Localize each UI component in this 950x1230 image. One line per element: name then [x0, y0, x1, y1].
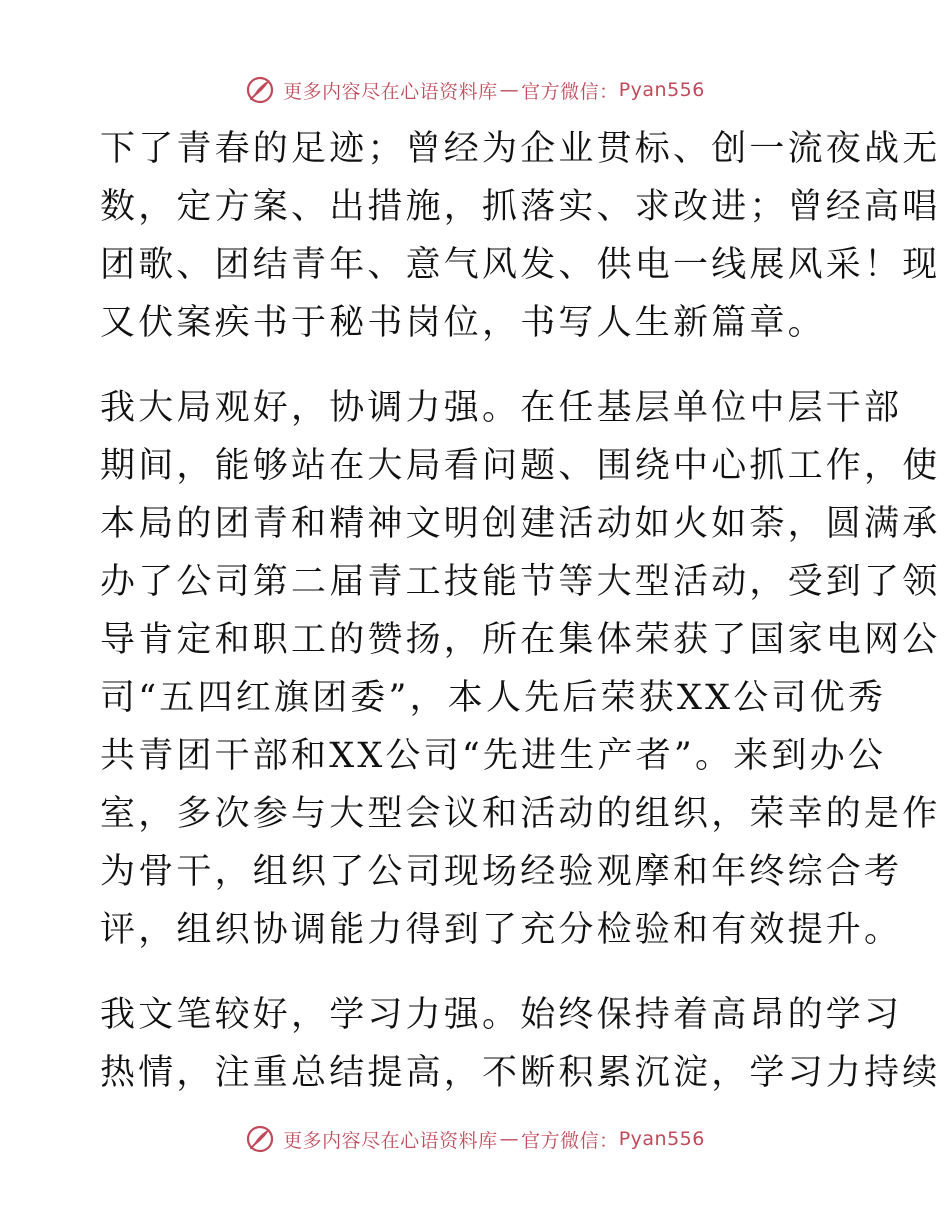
watermark-text: 更多内容尽在心语资料库	[283, 1129, 498, 1152]
paragraph-1	[100, 120, 941, 352]
text-line: 为骨干，组织了公司现场经验观摩和年终综合考	[100, 852, 903, 892]
text-line: 下了青春的足迹；曾经为企业贯标、创一流夜战无	[100, 129, 941, 169]
paragraph-2	[100, 379, 941, 959]
text-line: 数，定方案、出措施，抓落实、求改进；曾经高唱	[100, 187, 941, 227]
text-line: 评，组织协调能力得到了充分检验和有效提升。	[100, 910, 903, 950]
watermark-wechat-id: Pyan556	[618, 1128, 705, 1150]
text-line: 室，多次参与大型会议和活动的组织，荣幸的是作	[100, 794, 941, 834]
watermark-text: 更多内容尽在心语资料库	[283, 80, 498, 103]
text-line: 我大局观好，协调力强。在任基层单位中层干部	[100, 388, 903, 428]
watermark-wechat-id: Pyan556	[618, 79, 705, 101]
text-line: 共青团干部和XX公司“先进生产者”。来到办公	[100, 736, 887, 776]
text-line: 我文笔较好，学习力强。始终保持着高昂的学习	[100, 995, 903, 1035]
watermark-wechat-label: 官方微信：	[521, 80, 619, 103]
watermark-separator: —	[499, 79, 520, 101]
header-watermark	[0, 72, 950, 108]
text-line: 又伏案疾书于秘书岗位，书写人生新篇章。	[100, 303, 826, 343]
document-body	[100, 120, 941, 1129]
text-line: 导肯定和职工的赞扬，所在集体荣获了国家电网公	[100, 620, 941, 660]
text-line: 本局的团青和精神文明创建活动如火如荼，圆满承	[100, 504, 941, 544]
footer-watermark	[0, 1121, 950, 1157]
text-line: 期间，能够站在大局看问题、围绕中心抓工作，使	[100, 446, 941, 486]
watermark-wechat-label: 官方微信：	[521, 1129, 619, 1152]
text-line: 热情，注重总结提高，不断积累沉淀，学习力持续	[100, 1053, 941, 1093]
text-line: 团歌、团结青年、意气风发、供电一线展风采！现	[100, 245, 941, 285]
text-line: 办了公司第二届青工技能节等大型活动，受到了领	[100, 562, 941, 602]
text-line: 司“五四红旗团委”，本人先后荣获XX公司优秀	[100, 678, 887, 718]
paragraph-3	[100, 986, 941, 1102]
watermark-separator: —	[499, 1128, 520, 1150]
feather-pen-logo-icon	[245, 75, 275, 105]
feather-pen-logo-icon	[245, 1124, 275, 1154]
